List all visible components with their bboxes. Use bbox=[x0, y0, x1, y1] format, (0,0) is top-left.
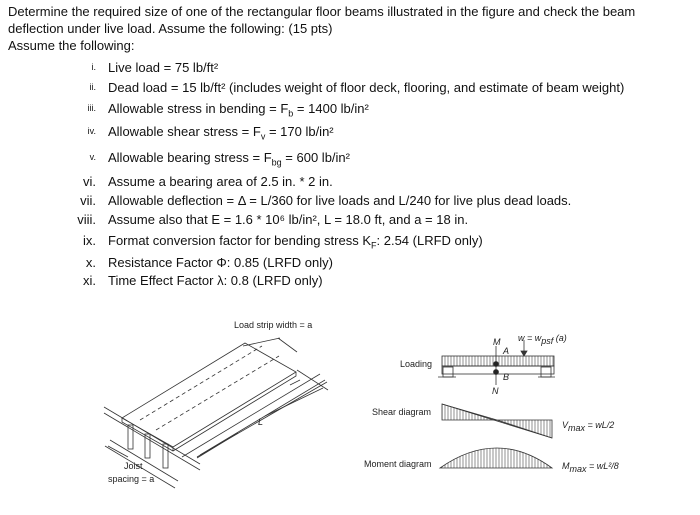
item-number: vii. bbox=[80, 193, 96, 208]
item-number: iii. bbox=[87, 103, 96, 113]
point-b-label: B bbox=[503, 372, 510, 382]
moment-diagram bbox=[440, 448, 552, 468]
item-number: v. bbox=[89, 152, 96, 162]
shear-label: Shear diagram bbox=[372, 407, 432, 417]
intro-line-1: Determine the required size of one of the rectangular floor beams illustrated in the figure and check the beam bbox=[8, 4, 636, 19]
point-n-label: N bbox=[492, 386, 499, 396]
assumption-item: Live load = 75 lb/ft² bbox=[108, 60, 219, 75]
intro-line-3: Assume the following: bbox=[8, 38, 135, 53]
assumption-item: Resistance Factor Φ: 0.85 (LRFD only) bbox=[108, 255, 333, 270]
mmax-label: $M_{max} = wL^2/8$ bbox=[562, 461, 619, 474]
item-number: x. bbox=[85, 255, 96, 270]
item-number: xi. bbox=[83, 273, 96, 288]
item-number: ix. bbox=[83, 233, 96, 248]
assumption-item: Assume a bearing area of 2.5 in. * 2 in. bbox=[108, 174, 333, 189]
assumption-item: Allowable bearing stress = $F_{bg} = 600$ lb/in² bbox=[108, 150, 350, 168]
loading-label: Loading bbox=[400, 359, 433, 369]
intro-line-2: deflection under live load. Assume the following: (15 pts) bbox=[8, 21, 333, 36]
item-number: viii. bbox=[77, 212, 96, 227]
item-number: iv. bbox=[87, 126, 96, 136]
vmax-label: $V_{max} = wL/2$ bbox=[562, 420, 615, 433]
assumption-item: Time Effect Factor λ: 0.8 (LRFD only) bbox=[108, 273, 323, 288]
assumption-item: Allowable stress in bending = $F_b = 1400$ lb/in² bbox=[108, 101, 369, 119]
load-w-label: $w = w_{psf}$ (a) bbox=[518, 333, 567, 346]
assumption-item: Allowable shear stress = $F_v = 170$ lb/in² bbox=[108, 124, 334, 142]
item-number: vi. bbox=[83, 174, 96, 189]
span-label: L bbox=[258, 417, 264, 427]
point-a-label: A bbox=[503, 346, 510, 356]
assumption-item: Allowable deflection = Δ = L/360 for live loads and L/240 for live plus dead loads. bbox=[108, 193, 572, 208]
item-number: i. bbox=[91, 62, 96, 72]
shear-diagram bbox=[442, 404, 552, 438]
point-m-label: M bbox=[493, 337, 501, 347]
load-strip-label: Load strip width = a bbox=[234, 320, 313, 330]
moment-label: Moment diagram bbox=[364, 459, 432, 469]
joist-label: Joist bbox=[124, 461, 143, 471]
item-number: ii. bbox=[89, 82, 96, 92]
assumption-item: Assume also that E = 1.6 * 10⁶ lb/in², L = 18.0 ft, and a = 18 in. bbox=[108, 212, 469, 227]
assumption-item: Format conversion factor for bending stress $K_F$: 2.54 (LRFD only) bbox=[108, 233, 483, 251]
joist-spacing-label: spacing = a bbox=[108, 474, 155, 484]
assumption-item: Dead load = 15 lb/ft² (includes weight of floor deck, flooring, and estimate of beam weight) bbox=[108, 80, 625, 95]
